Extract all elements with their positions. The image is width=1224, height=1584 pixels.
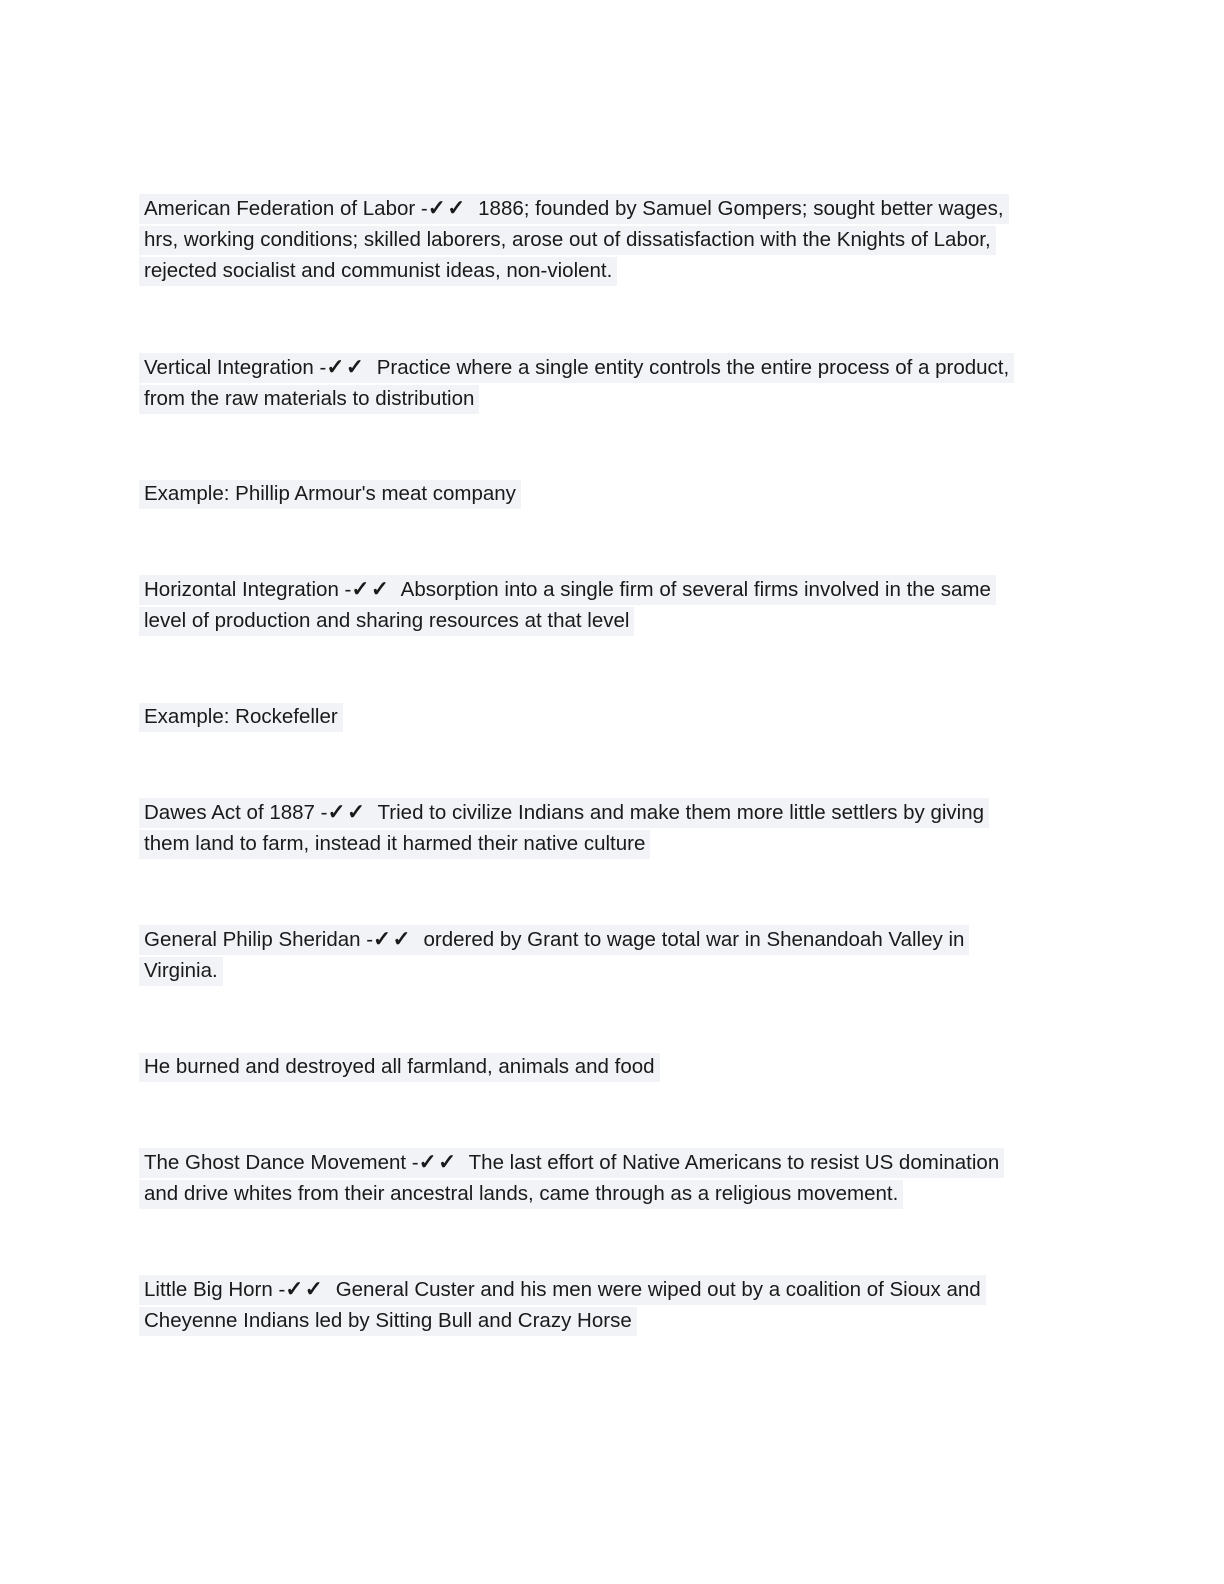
paragraph xyxy=(139,575,1094,638)
checkmark-icon: ✓✓ xyxy=(427,195,467,220)
paragraph xyxy=(139,1052,1094,1084)
text-line xyxy=(139,702,1094,734)
highlighted-text: He burned and destroyed all farmland, animals and food xyxy=(139,1053,660,1082)
text-line xyxy=(139,829,1094,861)
paragraph xyxy=(139,702,1094,734)
highlighted-text: American Federation of Labor -✓✓ 1886; founded by Samuel Gompers; sought better wages, xyxy=(139,194,1009,224)
text-line xyxy=(139,925,1094,957)
highlighted-text: Example: Phillip Armour's meat company xyxy=(139,480,521,509)
highlighted-text: Vertical Integration -✓✓ Practice where a single entity controls the entire process of a product, xyxy=(139,353,1014,383)
checkmark-icon: ✓✓ xyxy=(418,1150,458,1175)
checkmark-icon: ✓✓ xyxy=(327,800,367,825)
text-line xyxy=(139,575,1094,607)
text-line xyxy=(139,1306,1094,1338)
highlighted-text: Cheyenne Indians led by Sitting Bull and Crazy Horse xyxy=(139,1307,637,1336)
text-line xyxy=(139,956,1094,988)
document-body xyxy=(139,193,1094,1338)
paragraph xyxy=(139,1147,1094,1210)
paragraph xyxy=(139,797,1094,860)
checkmark-icon: ✓✓ xyxy=(373,927,413,952)
text-line xyxy=(139,479,1094,511)
paragraph xyxy=(139,352,1094,415)
highlighted-text: Little Big Horn -✓✓ General Custer and his men were wiped out by a coalition of Sioux and xyxy=(139,1275,986,1305)
highlighted-text: hrs, working conditions; skilled laborers, arose out of dissatisfaction with the Knights of Labor, xyxy=(139,226,996,255)
checkmark-icon: ✓✓ xyxy=(351,577,391,602)
highlighted-text: General Philip Sheridan -✓✓ ordered by Grant to wage total war in Shenandoah Valley in xyxy=(139,925,969,955)
highlighted-text: The Ghost Dance Movement -✓✓ The last effort of Native Americans to resist US domination xyxy=(139,1148,1004,1178)
paragraph xyxy=(139,479,1094,511)
highlighted-text: Example: Rockefeller xyxy=(139,703,343,732)
paragraph xyxy=(139,925,1094,988)
highlighted-text: Dawes Act of 1887 -✓✓ Tried to civilize Indians and make them more little settlers by giving xyxy=(139,798,989,828)
highlighted-text: Virginia. xyxy=(139,957,223,986)
text-line xyxy=(139,1179,1094,1211)
highlighted-text: them land to farm, instead it harmed their native culture xyxy=(139,830,650,859)
highlighted-text: rejected socialist and communist ideas, non-violent. xyxy=(139,257,617,286)
checkmark-icon: ✓✓ xyxy=(326,354,366,379)
text-line xyxy=(139,1275,1094,1307)
text-line xyxy=(139,193,1094,225)
text-line xyxy=(139,1147,1094,1179)
text-line xyxy=(139,383,1094,415)
highlighted-text: Horizontal Integration -✓✓ Absorption into a single firm of several firms involved in the same xyxy=(139,575,996,605)
paragraph xyxy=(139,1275,1094,1338)
checkmark-icon: ✓✓ xyxy=(285,1277,325,1302)
text-line xyxy=(139,225,1094,257)
paragraph xyxy=(139,193,1094,288)
highlighted-text: from the raw materials to distribution xyxy=(139,385,479,414)
text-line xyxy=(139,797,1094,829)
highlighted-text: level of production and sharing resources at that level xyxy=(139,607,634,636)
text-line xyxy=(139,1052,1094,1084)
text-line xyxy=(139,256,1094,288)
text-line xyxy=(139,606,1094,638)
highlighted-text: and drive whites from their ancestral lands, came through as a religious movement. xyxy=(139,1180,903,1209)
text-line xyxy=(139,352,1094,384)
